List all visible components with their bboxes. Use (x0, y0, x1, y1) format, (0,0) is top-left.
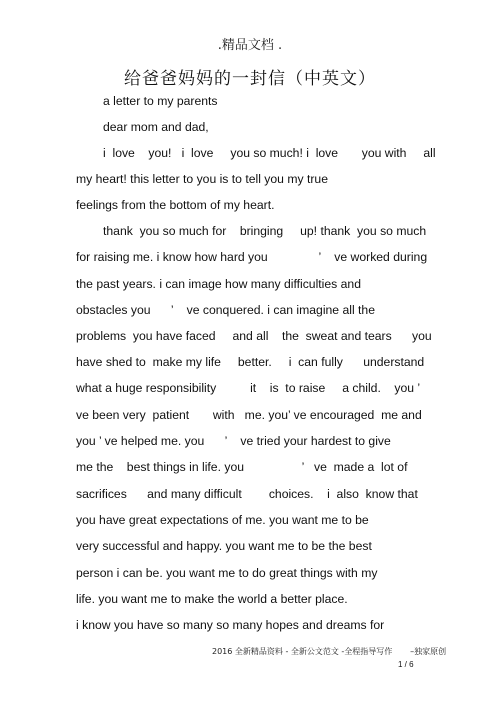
body-line: the past years. i can image how many difficulties and (76, 277, 361, 291)
body-line: me the best things in life. you ’ ve made a lot of (76, 460, 408, 474)
body-line: i know you have so many so many hopes and dreams for (76, 618, 385, 632)
body-line: you have great expectations of me. you want me to be (76, 513, 369, 527)
page-footer: 2016 全新精品资料 - 全新公文范文 -全程指导写作 –独家原创 (212, 647, 447, 656)
body-line: sacrifices and many difficult choices. i also know that (76, 487, 418, 501)
body-line: my heart! this letter to you is to tell you my true (76, 172, 328, 186)
document-title: 给爸爸妈妈的一封信（中英文） (124, 69, 376, 89)
page-header: .精品文档 . (217, 38, 283, 53)
body-line: what a huge responsibility it is to raise a child. you ’ (76, 381, 421, 395)
body-line: you ’ ve helped me. you ’ ve tried your hardest to give (76, 434, 391, 448)
body-line: ve been very patient with me. you’ ve encouraged me and (76, 408, 422, 422)
body-line: problems you have faced and all the sweat and tears you (76, 329, 432, 343)
body-line: person i can be. you want me to do great things with my (76, 566, 378, 580)
page-number: 1 / 6 (398, 660, 414, 669)
body-line: feelings from the bottom of my heart. (76, 198, 275, 212)
body-line: have shed to make my life better. i can fully understand (76, 355, 425, 369)
body-line: i love you! i love you so much! i love you with all (103, 146, 436, 160)
body-line: a letter to my parents (103, 94, 218, 108)
body-line: thank you so much for bringing up! thank you so much (103, 224, 427, 238)
body-line: for raising me. i know how hard you ’ ve worked during (76, 250, 428, 264)
body-line: life. you want me to make the world a better place. (76, 592, 348, 606)
body-line: dear mom and dad, (103, 120, 209, 134)
body-line: very successful and happy. you want me to be the best (76, 539, 372, 553)
body-line: obstacles you ’ ve conquered. i can imagine all the (76, 303, 375, 317)
